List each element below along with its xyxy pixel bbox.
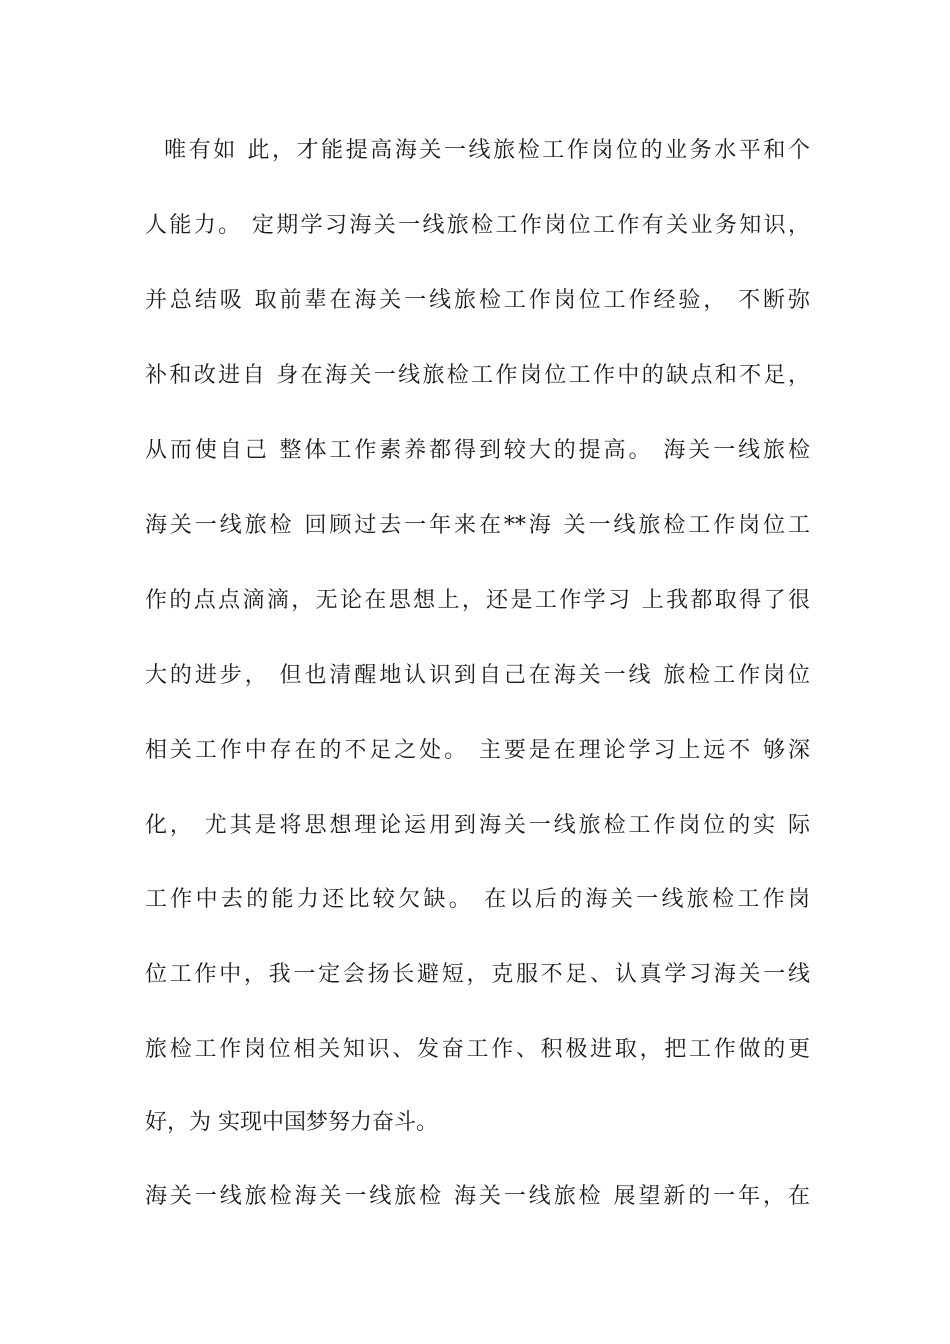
text-line: 从而使自己 整体工作素养都得到较大的提高。 海关一线旅检 — [145, 438, 810, 463]
text-line: 位工作中，我一定会扬长避短，克服不足、认真学习海关一线 — [145, 962, 810, 987]
text-line: 唯有如 此，才能提高海关一线旅检工作岗位的业务水平和个 — [145, 138, 810, 163]
text-line: 并总结吸 取前辈在海关一线旅检工作岗位工作经验， 不断弥 — [145, 288, 810, 313]
text-line: 作的点点滴滴，无论在思想上，还是工作学习 上我都取得了很 — [145, 588, 810, 613]
text-line: 化， 尤其是将思想理论运用到海关一线旅检工作岗位的实 际 — [145, 813, 810, 838]
text-line: 好，为 实现中国梦努力奋斗。 — [145, 1110, 438, 1135]
text-line: 大的进步， 但也清醒地认识到自己在海关一线 旅检工作岗位 — [145, 663, 810, 688]
text-line: 工作中去的能力还比较欠缺。 在以后的海关一线旅检工作岗 — [145, 887, 810, 912]
text-line: 海关一线旅检 回顾过去一年来在**海 关一线旅检工作岗位工 — [145, 513, 810, 538]
text-line: 旅检工作岗位相关知识、发奋工作、积极进取，把工作做的更 — [145, 1037, 810, 1062]
text-line: 补和改进自 身在海关一线旅检工作岗位工作中的缺点和不足， — [145, 363, 810, 388]
text-line: 人能力。 定期学习海关一线旅检工作岗位工作有关业务知识， — [145, 213, 810, 238]
text-line: 相关工作中存在的不足之处。 主要是在理论学习上远不 够深 — [145, 738, 810, 763]
text-line: 海关一线旅检海关一线旅检 海关一线旅检 展望新的一年，在 — [145, 1184, 810, 1209]
